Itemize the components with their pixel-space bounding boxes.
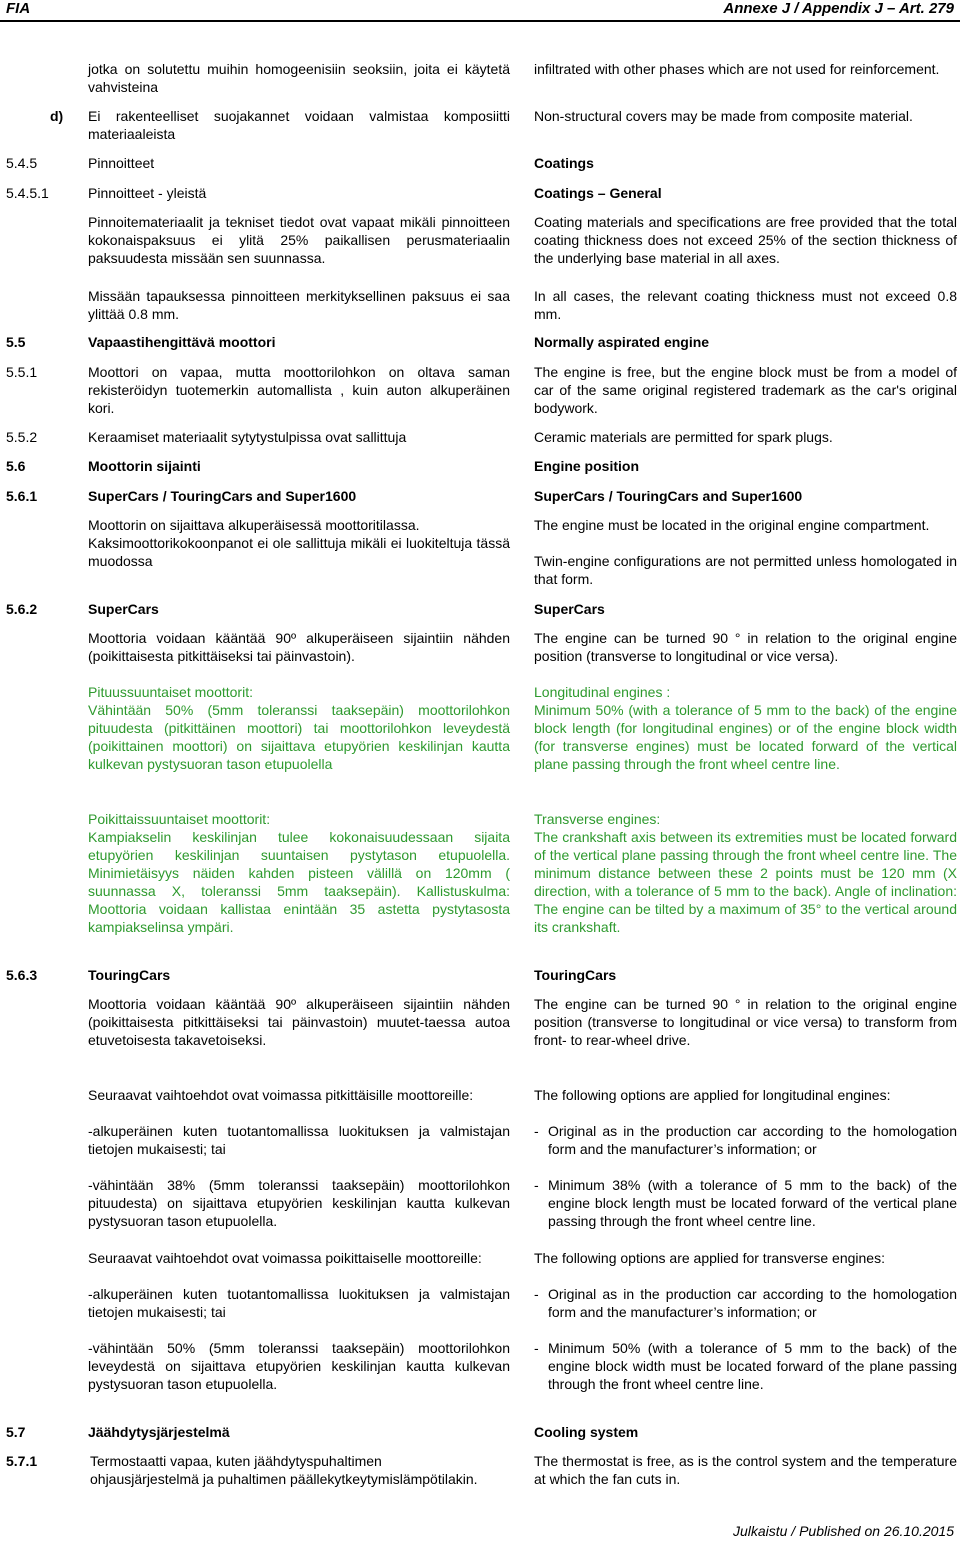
fi-551-text: Moottori on vapaa, mutta moottorilohkon on oltava saman rekisteröidyn tuotemerkin automallista , kuin auton alkuperäinen kori. bbox=[88, 364, 510, 416]
en-561a-text: The engine must be located in the original engine compartment. bbox=[534, 517, 930, 533]
en-563a-text: The engine can be turned 90 ° in relation to the original engine position (transverse to longitudinal or vice versa) to transform from front- to rear-wheel drive. bbox=[534, 996, 957, 1048]
en-heading-5451: Coatings – General bbox=[534, 185, 662, 201]
section-number-57: 5.7 bbox=[6, 1424, 26, 1440]
section-number-56: 5.6 bbox=[6, 458, 26, 474]
en-coat2-text: In all cases, the relevant coating thickness must not exceed 0.8 mm. bbox=[534, 288, 957, 322]
section-number-545: 5.4.5 bbox=[6, 155, 38, 171]
page-footer: Julkaistu / Published on 26.10.2015 bbox=[732, 1523, 954, 1539]
fi-heading-55: Vapaastihengittävä moottori bbox=[88, 334, 276, 350]
dash-marker: - bbox=[534, 1286, 539, 1302]
en-heading-561: SuperCars / TouringCars and Super1600 bbox=[534, 488, 803, 504]
en-longitudinal-text: Minimum 50% (with a tolerance of 5 mm to the back) of the engine block length (for longitudinal engines) or of the engine block width (for transverse engines) must be located forward of the vertical plane passing through the front wheel centre line. bbox=[534, 702, 957, 772]
en-option-trans-1 bbox=[534, 1285, 957, 1321]
fi-561b-text: Kaksimoottorikokoonpanot ei ole sallittuja mikäli ei luokiteltuja tässä muodossa bbox=[88, 535, 510, 569]
en-heading-55: Normally aspirated engine bbox=[534, 334, 710, 350]
item-d-label: d) bbox=[50, 108, 64, 124]
en-552-text: Ceramic materials are permitted for spark plugs. bbox=[534, 429, 833, 445]
fi-d-text: Ei rakenteelliset suojakannet voidaan valmistaa komposiitti materiaaleista bbox=[88, 108, 510, 142]
fi-552-text: Keraamiset materiaalit sytytystulpissa ovat sallittuja bbox=[88, 429, 407, 445]
fi-heading-562: SuperCars bbox=[88, 601, 159, 617]
en-options-longitudinal: The following options are applied for longitudinal engines: bbox=[534, 1087, 891, 1103]
en-option-long-1-text: Original as in the production car according to the homologation form and the manufacturer’s information; or bbox=[548, 1123, 957, 1157]
section-number-561: 5.6.1 bbox=[6, 488, 38, 504]
fi-transverse-text: Kampiakselin keskilinjan tulee kokonaisuudessaan sijaita etupyörien keskilinjan suuntaisen pystytason etupuolella. Minimietäisyys näiden kahden pisteen välillä on 120mm ( suunnassa X, toleranssi 5mm taaksepäin). Kallistuskulma: Moottoria voidaan kallistaa enintään 35 astetta pystytasosta kampiakselinsa ympäri. bbox=[88, 829, 510, 935]
section-number-5451: 5.4.5.1 bbox=[6, 185, 49, 201]
en-option-trans-1-text: Original as in the production car according to the homologation form and the manufacturer’s information; or bbox=[548, 1286, 957, 1320]
en-transverse-heading: Transverse engines: bbox=[534, 811, 661, 827]
en-heading-56: Engine position bbox=[534, 458, 639, 474]
section-number-55: 5.5 bbox=[6, 334, 26, 350]
en-heading-562: SuperCars bbox=[534, 601, 605, 617]
en-options-transverse: The following options are applied for transverse engines: bbox=[534, 1250, 885, 1266]
en-562a-text: The engine can be turned 90 ° in relation to the original engine position (transverse to longitudinal or vice versa). bbox=[534, 630, 957, 664]
header-fia: FIA bbox=[6, 0, 31, 17]
en-transverse-text: The crankshaft axis between its extremities must be located forward of the vertical plane passing through the front wheel centre line. The minimum distance between these 2 points must be 120 mm (X direction, with a tolerance of 5 mm to the back). Angle of inclination: The engine can be tilted by a maximum of 35° to the vertical around its crankshaft. bbox=[534, 829, 957, 935]
en-heading-563: TouringCars bbox=[534, 967, 617, 983]
en-551-text: The engine is free, but the engine block must be from a model of car of the same original registered trademark as the car's original bodywork. bbox=[534, 364, 957, 416]
en-d-text: Non-structural covers may be made from composite material. bbox=[534, 108, 913, 124]
fi-coat1-text: Pinnoitemateriaalit ja tekniset tiedot ovat vapaat mikäli pinnoitteen kokonaispaksuus ei ylitä 25% paikallisen perusmateriaalin paksuudesta missään sen suunnassa. bbox=[88, 214, 510, 266]
fi-heading-57: Jäähdytysjärjestelmä bbox=[88, 1424, 230, 1440]
en-heading-57: Cooling system bbox=[534, 1424, 639, 1440]
section-number-563: 5.6.3 bbox=[6, 967, 38, 983]
en-longitudinal-heading: Longitudinal engines : bbox=[534, 684, 671, 700]
en-571-text: The thermostat is free, as is the control system and the temperature at which the fan cuts in. bbox=[534, 1453, 957, 1487]
fi-571-text: Termostaatti vapaa, kuten jäähdytyspuhaltimen ohjausjärjestelmä ja puhaltimen päällekytkeytymislämpötilakin. bbox=[90, 1453, 478, 1487]
en-heading-545: Coatings bbox=[534, 155, 594, 171]
en-option-long-2 bbox=[534, 1176, 957, 1230]
header-annex: Annexe J / Appendix J – Art. 279 bbox=[723, 0, 954, 17]
en-coat1-text: Coating materials and specifications are free provided that the total coating thickness does not exceed 25% of the section thickness of the underlying base material in all axes. bbox=[534, 214, 957, 266]
fi-longitudinal-heading: Pituussuuntaiset moottorit: bbox=[88, 684, 253, 700]
en-option-trans-2 bbox=[534, 1339, 957, 1393]
fi-heading-561: SuperCars / TouringCars and Super1600 bbox=[88, 488, 357, 504]
fi-heading-56: Moottorin sijainti bbox=[88, 458, 201, 474]
fi-heading-545: Pinnoitteet bbox=[88, 155, 155, 171]
fi-transverse-heading: Poikittaissuuntaiset moottorit: bbox=[88, 811, 271, 827]
fi-coat2-text: Missään tapauksessa pinnoitteen merkityksellinen paksuus ei saa ylittää 0.8 mm. bbox=[88, 288, 510, 322]
fi-562a-text: Moottoria voidaan kääntää 90º alkuperäiseen sijaintiin nähden (poikittaisesta pitkittäiseksi tai päinvastoin). bbox=[88, 630, 510, 664]
fi-option-trans-2: -vähintään 50% (5mm toleranssi taaksepäin) moottorilohkon leveydestä on sijaittava etupyörien keskilinjan kautta kulkevan pystysuoran tason etupuolella. bbox=[88, 1340, 510, 1392]
dash-marker: - bbox=[534, 1177, 539, 1193]
fi-heading-563: TouringCars bbox=[88, 967, 171, 983]
fi-options-longitudinal: Seuraavat vaihtoehdot ovat voimassa pitkittäisille moottoreille: bbox=[88, 1087, 474, 1103]
fi-563a-text: Moottoria voidaan kääntää 90º alkuperäiseen sijaintiin nähden (poikittaisesta pitkittäiseksi tai päinvastoin) muutet-taessa autoa etuvetoisesta takavetoiseksi. bbox=[88, 996, 510, 1048]
dash-marker: - bbox=[534, 1123, 539, 1139]
fi-option-long-2: -vähintään 38% (5mm toleranssi taaksepäin) moottorilohkon pituudesta) on sijaittava etupyörien keskilinjan kautta kulkevan pystysuoran tason etupuolella. bbox=[88, 1177, 510, 1229]
fi-longitudinal-text: Vähintään 50% (5mm toleranssi taaksepäin) moottorilohkon pituudesta (pitkittäinen moottori) tai moottorilohkon leveydestä (poikittainen moottori) on sijaittava etupyörien keskilinjan kautta kulkevan pystysuoran tason etupuolella bbox=[88, 702, 510, 772]
en-option-long-1 bbox=[534, 1122, 957, 1158]
fi-heading-5451: Pinnoitteet - yleistä bbox=[88, 185, 207, 201]
page-header bbox=[0, 0, 960, 22]
fi-option-long-1: -alkuperäinen kuten tuotantomallissa luokituksen ja valmistajan tietojen mukaisesti; tai bbox=[88, 1123, 510, 1157]
section-number-552: 5.5.2 bbox=[6, 429, 38, 445]
section-number-562: 5.6.2 bbox=[6, 601, 38, 617]
en-option-long-2-text: Minimum 38% (with a tolerance of 5 mm to the back) of the engine block length must be located forward of the vertical plane passing through the front wheel centre line. bbox=[548, 1177, 957, 1229]
fi-561a-text: Moottorin on sijaittava alkuperäisessä moottoritilassa. bbox=[88, 517, 420, 533]
en-c1-text: infiltrated with other phases which are not used for reinforcement. bbox=[534, 61, 940, 77]
dash-marker: - bbox=[534, 1340, 539, 1356]
section-number-571: 5.7.1 bbox=[6, 1453, 38, 1469]
section-number-551: 5.5.1 bbox=[6, 364, 38, 380]
en-option-trans-2-text: Minimum 50% (with a tolerance of 5 mm to the back) of the engine block width must be located forward of the plane passing through the front wheel centre line. bbox=[548, 1340, 957, 1392]
fi-c1-text: jotka on solutettu muihin homogeenisiin seoksiin, joita ei käytetä vahvisteina bbox=[88, 61, 510, 95]
fi-option-trans-1: -alkuperäinen kuten tuotantomallissa luokituksen ja valmistajan tietojen mukaisesti; tai bbox=[88, 1286, 510, 1320]
fi-options-transverse: Seuraavat vaihtoehdot ovat voimassa poikittaiselle moottoreille: bbox=[88, 1250, 482, 1266]
en-561b-text: Twin-engine configurations are not permitted unless homologated in that form. bbox=[534, 553, 957, 587]
